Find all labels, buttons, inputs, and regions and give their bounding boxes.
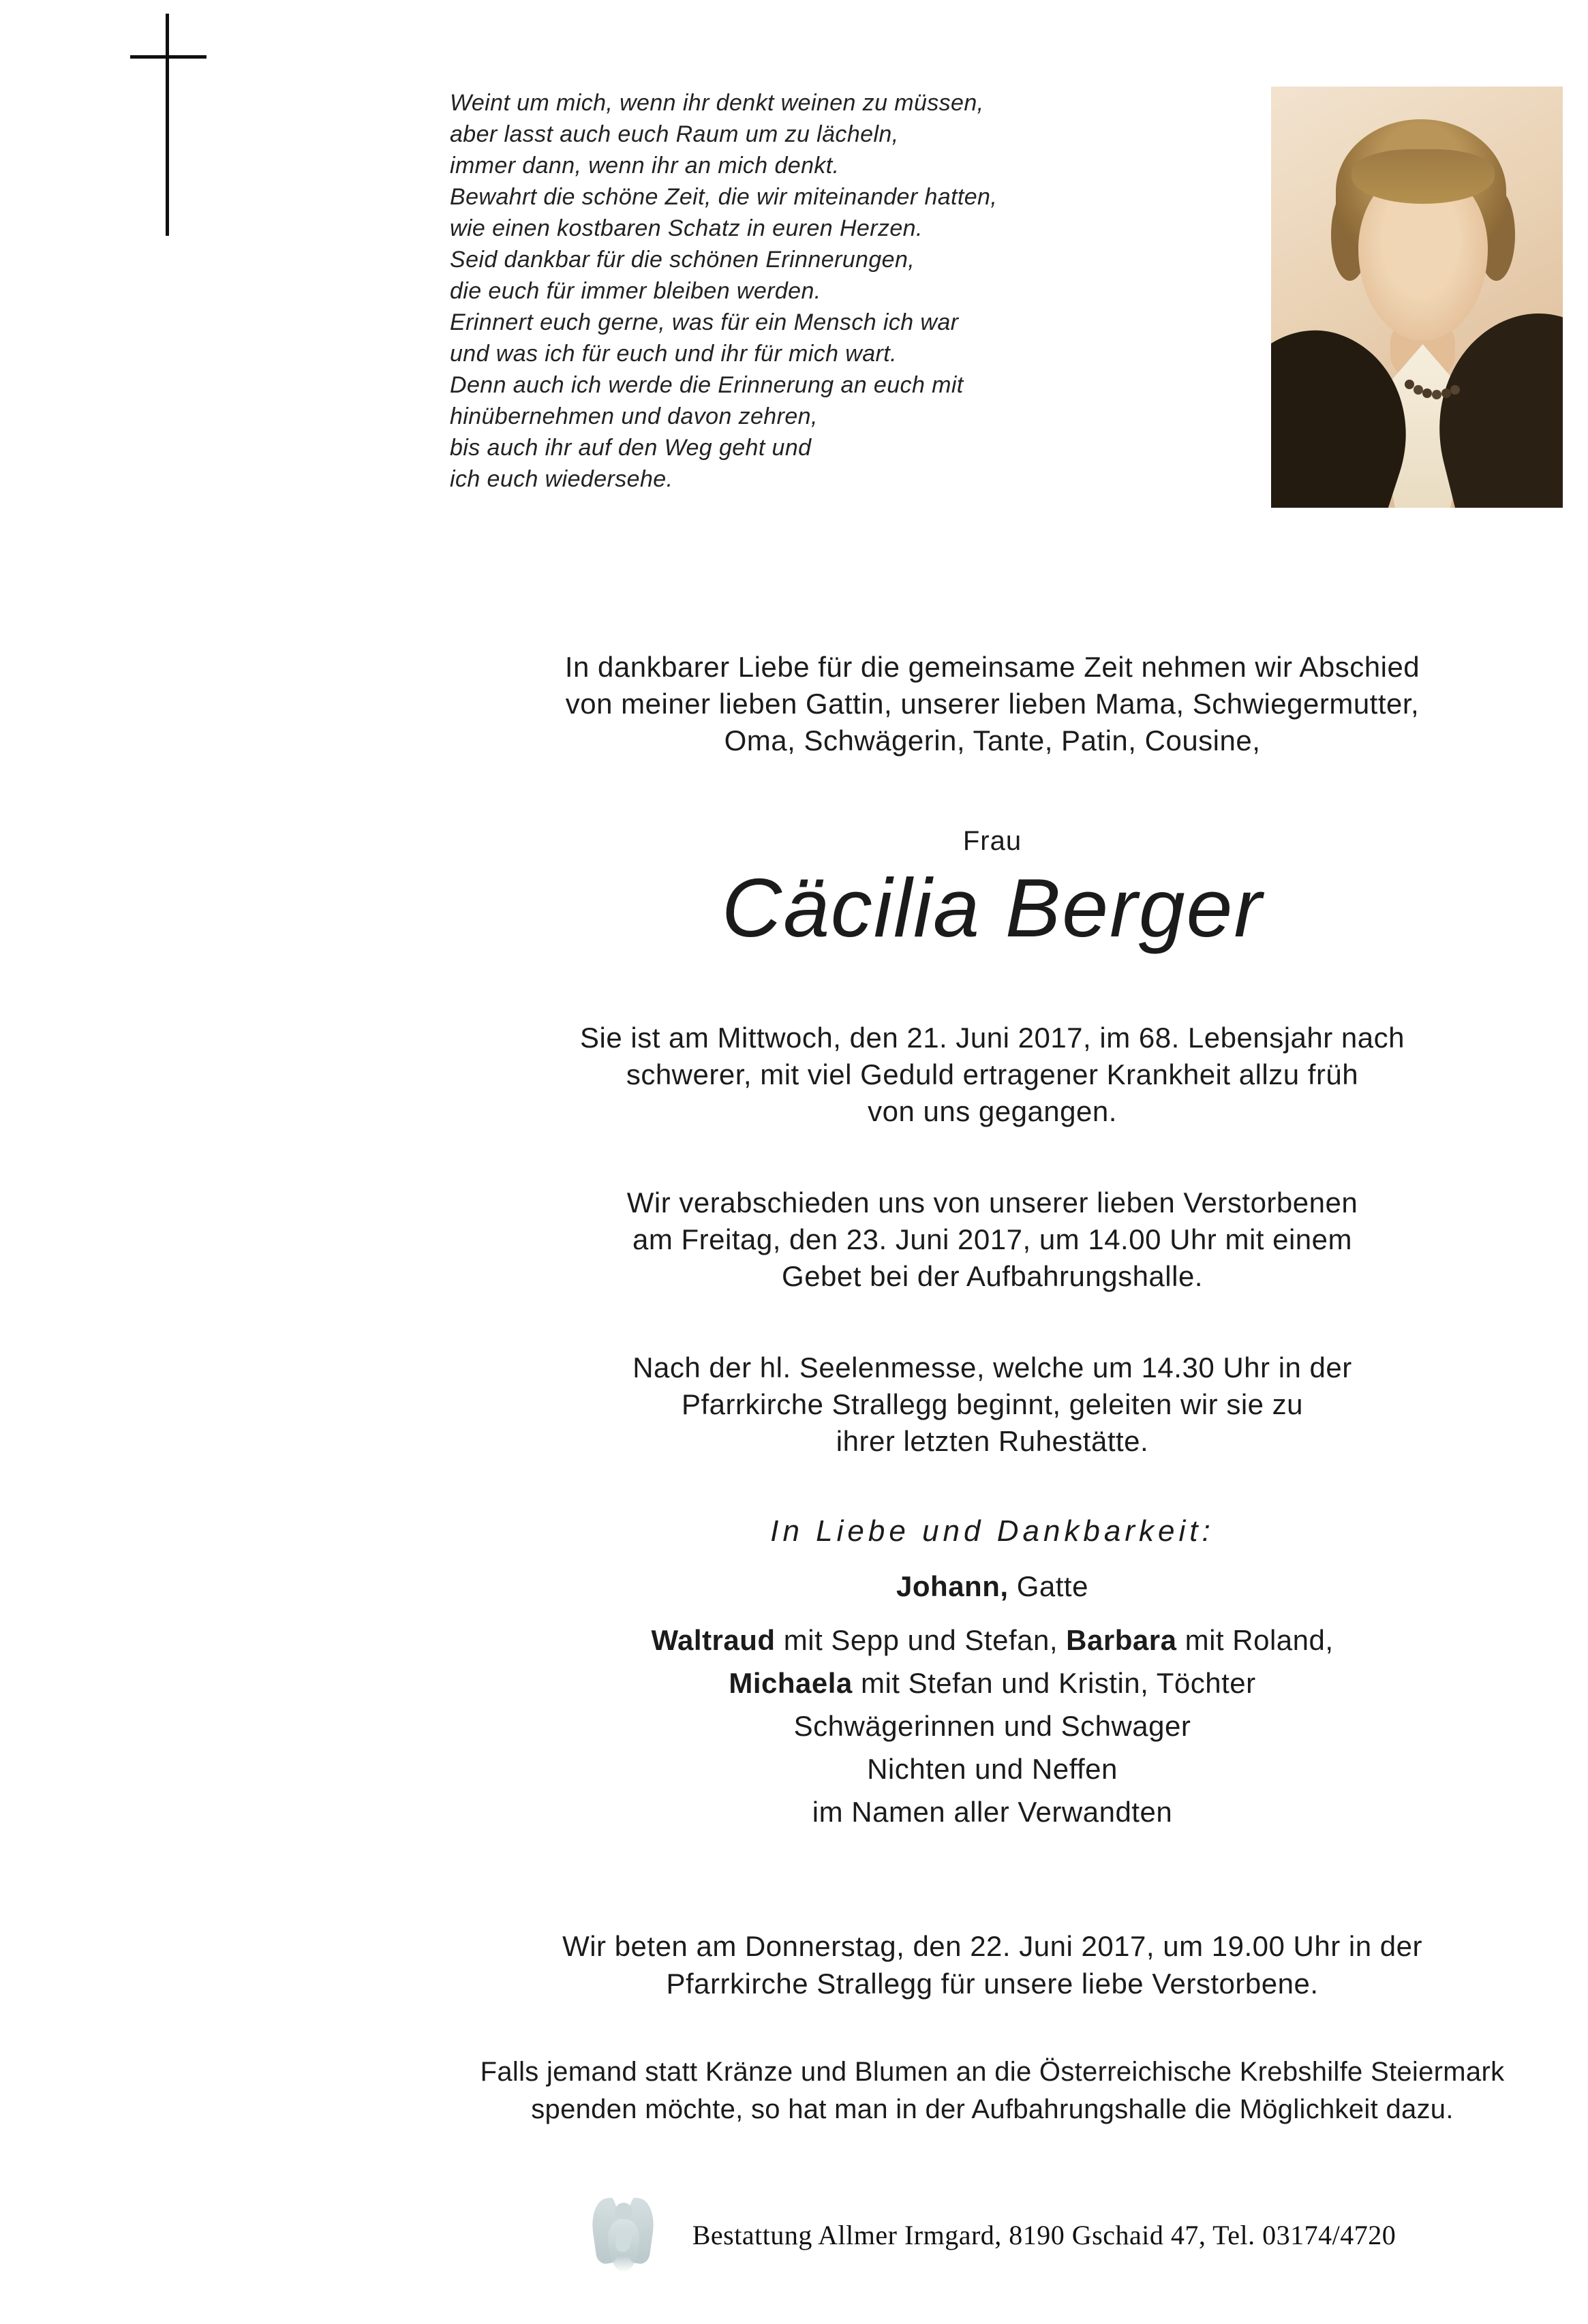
intro-line: von meiner lieben Gattin, unserer lieben Mama, Schwiegermutter,	[565, 688, 1420, 720]
family-heading: In Liebe und Dankbarkeit:	[770, 1514, 1215, 1548]
funeral-home-info: Bestattung Allmer Irmgard, 8190 Gschaid 47, Tel. 03174/4720	[692, 2220, 1396, 2250]
family-line: Johann, Gatte	[896, 1570, 1088, 1602]
donation-line: Falls jemand statt Kränze und Blumen an die Österreichische Krebshilfe Steiermark	[480, 2057, 1505, 2087]
farewell-notice	[424, 1184, 1561, 1295]
prayer-line: Pfarrkirche Strallegg für unsere liebe Verstorbene.	[666, 1968, 1319, 2000]
requiem-line: ihrer letzten Ruhestätte.	[836, 1425, 1149, 1457]
prayer-line: Wir beten am Donnerstag, den 22. Juni 2017, um 19.00 Uhr in der	[562, 1930, 1422, 1962]
angel-logo	[589, 2196, 657, 2283]
poem-line: Denn auch ich werde die Erinnerung an euch mit	[450, 372, 964, 398]
death-notice-line: schwerer, mit viel Geduld ertragener Krankheit allzu früh	[626, 1058, 1359, 1090]
requiem-line: Pfarrkirche Strallegg beginnt, geleiten wir sie zu	[681, 1388, 1304, 1420]
farewell-line: am Freitag, den 23. Juni 2017, um 14.00 Uhr mit einem	[632, 1223, 1353, 1255]
death-notice	[424, 1020, 1561, 1130]
deceased-name: Cäcilia Berger	[721, 861, 1264, 954]
poem-line: hinübernehmen und davon zehren,	[450, 403, 818, 429]
death-notice-line: Sie ist am Mittwoch, den 21. Juni 2017, im 68. Lebensjahr nach	[580, 1022, 1405, 1054]
family-line: im Namen aller Verwandten	[812, 1796, 1173, 1828]
poem-line: wie einen kostbaren Schatz in euren Herzen.	[450, 215, 923, 241]
poem-line: Erinnert euch gerne, was für ein Mensch ich war	[450, 309, 959, 335]
portrait-photo	[1271, 87, 1563, 508]
portrait-hair	[1352, 149, 1495, 204]
poem-line: aber lasst auch euch Raum um zu lächeln,	[450, 121, 899, 147]
announcement-intro	[424, 649, 1561, 759]
poem-line: Weint um mich, wenn ihr denkt weinen zu müssen,	[450, 90, 984, 116]
death-notice-line: von uns gegangen.	[868, 1095, 1117, 1127]
family-line: Waltraud mit Sepp und Stefan, Barbara mit Roland,	[651, 1624, 1334, 1656]
farewell-line: Gebet bei der Aufbahrungshalle.	[782, 1260, 1203, 1292]
rose-photo-strip	[0, 0, 424, 2324]
poem-line: Seid dankbar für die schönen Erinnerungen,	[450, 247, 915, 273]
family-line: Nichten und Neffen	[867, 1753, 1118, 1785]
intro-line: Oma, Schwägerin, Tante, Patin, Cousine,	[724, 724, 1261, 756]
memorial-poem	[450, 87, 1254, 495]
intro-line: In dankbarer Liebe für die gemeinsame Zeit nehmen wir Abschied	[564, 651, 1420, 683]
poem-line: immer dann, wenn ihr an mich denkt.	[450, 153, 840, 179]
prayer-notice	[424, 1927, 1561, 2002]
family-line: Schwägerinnen und Schwager	[793, 1710, 1191, 1742]
footer	[424, 2196, 1561, 2283]
requiem-line: Nach der hl. Seelenmesse, welche um 14.30 Uhr in der	[632, 1351, 1352, 1383]
donation-note	[424, 2053, 1561, 2128]
poem-line: und was ich für euch und ihr für mich wart.	[450, 341, 897, 367]
poem-line: Bewahrt die schöne Zeit, die wir miteinander hatten,	[450, 184, 998, 210]
salutation: Frau	[962, 826, 1022, 856]
family-list	[424, 1565, 1561, 1833]
poem-line: bis auch ihr auf den Weg geht und	[450, 435, 812, 461]
poem-line: die euch für immer bleiben werden.	[450, 278, 821, 304]
portrait-necklace	[1405, 380, 1414, 389]
poem-line: ich euch wiedersehe.	[450, 466, 673, 492]
requiem-notice	[424, 1349, 1561, 1460]
family-line: Michaela mit Stefan und Kristin, Töchter	[729, 1667, 1256, 1699]
donation-line: spenden möchte, so hat man in der Aufbahrungshalle die Möglichkeit dazu.	[531, 2094, 1454, 2124]
farewell-line: Wir verabschieden uns von unserer lieben Verstorbenen	[626, 1187, 1358, 1219]
